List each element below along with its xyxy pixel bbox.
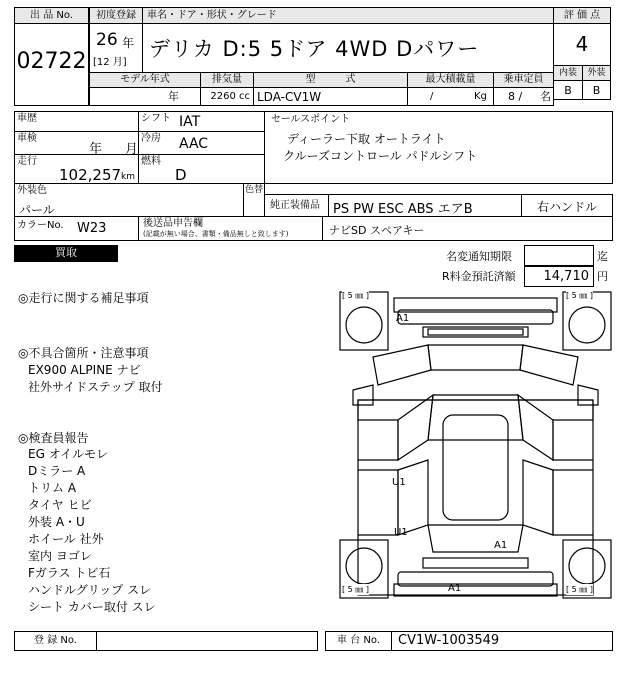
name-change-box xyxy=(524,245,594,266)
car-name: デリカ D:5 5ドア 4WD Dパワー xyxy=(149,37,480,61)
inspector-item: 室内 ヨゴレ xyxy=(28,549,92,563)
sales-point-2: クルーズコントロール パドルシフト xyxy=(283,149,478,163)
shift: IAT xyxy=(179,114,201,130)
model-year-label: モデル年式 xyxy=(120,74,170,85)
body-outline xyxy=(358,400,593,595)
rear-window xyxy=(428,525,523,552)
left-front-fender xyxy=(373,345,431,385)
car-name-cell xyxy=(142,23,554,73)
extra-items: ナビSD スペアキー xyxy=(329,224,425,237)
exterior-label: 外装 xyxy=(587,68,606,78)
left-door-front xyxy=(398,395,433,460)
damage-mark: A1 xyxy=(396,313,410,324)
mileage-label: 走行 xyxy=(17,156,37,167)
lot-no-label: 出 品 No. xyxy=(30,10,73,21)
right-mirror xyxy=(578,385,598,405)
max-load-value: / xyxy=(430,91,434,102)
left-mirror xyxy=(353,385,373,405)
color-change-cell xyxy=(243,183,265,217)
tire-label-rl: [ 5 ㎜ ] xyxy=(342,585,369,594)
reg-no-label: 登 録 No. xyxy=(34,635,77,646)
score-label: 評 価 点 xyxy=(563,10,601,21)
max-load-label: 最大積載量 xyxy=(425,74,476,85)
roof xyxy=(443,415,508,520)
chassis-no: CV1W-1003549 xyxy=(398,633,500,648)
color-no: W23 xyxy=(77,221,107,236)
score: 4 xyxy=(575,32,589,56)
windshield xyxy=(428,395,523,440)
defect-item: EX900 ALPINE ナビ xyxy=(28,363,141,377)
ac-cell xyxy=(138,131,265,155)
max-load-label-cell xyxy=(407,72,494,88)
lot-no-cell xyxy=(14,23,89,106)
ac-label: 冷房 xyxy=(141,133,161,144)
inspector-item: タイヤ ヒビ xyxy=(28,498,92,512)
shift-label: シフト xyxy=(141,113,171,124)
handle-cell xyxy=(521,194,613,217)
model-type-cell xyxy=(253,87,408,106)
car-name-label-cell xyxy=(142,7,554,24)
tire-front-left xyxy=(346,307,382,343)
name-change-unit: 迄 xyxy=(597,250,608,263)
capacity-value: 8 / xyxy=(508,90,523,103)
right-door-rear xyxy=(523,460,553,535)
damage-mark: U1 xyxy=(392,477,406,488)
ext-color-cell xyxy=(14,183,244,217)
max-load-unit: Kg xyxy=(474,91,487,102)
fuel-label: 燃料 xyxy=(141,156,161,167)
mileage: 102,257 xyxy=(59,166,122,184)
front-grille-inner xyxy=(428,329,523,335)
left-panel-1 xyxy=(358,400,398,460)
displacement-cell xyxy=(200,87,254,106)
recycle-box xyxy=(524,266,594,287)
displacement-label-cell xyxy=(200,72,254,88)
sales-point-1: ディーラー下取 オートライト xyxy=(287,132,446,146)
model-year-unit: 年 xyxy=(168,90,179,103)
model-year-label-cell xyxy=(89,72,201,88)
purchase-badge xyxy=(14,245,118,262)
damage-mark: A1 xyxy=(494,540,508,551)
score-label-cell xyxy=(553,7,611,24)
driving-notes-title: ◎走行に関する補足事項 xyxy=(18,291,149,305)
first-reg-year-unit: 年 xyxy=(122,36,135,50)
right-panel-2 xyxy=(553,470,593,535)
aftermarket-label: 後送品申告欄 xyxy=(143,218,203,229)
model-type-label: 型 式 xyxy=(305,74,356,85)
exterior-grade: B xyxy=(592,84,601,97)
tire-rear-right xyxy=(569,548,605,584)
left-door-rear xyxy=(398,460,428,535)
genuine-items: PS PW ESC ABS エアB xyxy=(333,202,473,217)
inspection-month-unit: 月 xyxy=(125,142,139,157)
model-type-label-cell xyxy=(253,72,408,88)
chassis-no-cell xyxy=(391,631,613,651)
car-diagram xyxy=(338,290,613,600)
interior-grade: B xyxy=(564,84,572,97)
genuine-label-cell xyxy=(264,194,329,217)
inspector-list xyxy=(28,446,156,616)
inspector-item: トリム A xyxy=(28,481,77,495)
recycle-unit: 円 xyxy=(597,270,608,283)
tire-label-fr: [ 5 ㎜ ] xyxy=(566,291,593,300)
right-door-front xyxy=(518,395,553,460)
capacity-cell xyxy=(493,87,554,106)
inspector-item: 外装 A・U xyxy=(28,515,85,529)
ac: AAC xyxy=(179,136,209,152)
lot-no: 02722 xyxy=(16,49,87,74)
defects-list xyxy=(28,362,163,396)
inspector-item: ホイール 社外 xyxy=(28,532,104,546)
first-reg-label-cell xyxy=(89,7,143,24)
genuine-items-cell xyxy=(328,194,522,217)
aftermarket-cell xyxy=(138,216,323,241)
car-outline xyxy=(338,290,613,600)
ext-color: パール xyxy=(19,203,55,217)
tire-label-rr: [ 5 ㎜ ] xyxy=(566,585,593,594)
exterior-label-cell xyxy=(582,65,611,81)
fuel: D xyxy=(175,166,187,184)
name-change-label: 名変通知期限 xyxy=(446,250,512,263)
damage-mark: U1 xyxy=(394,527,408,538)
purchase-label: 買取 xyxy=(55,246,77,259)
score-cell xyxy=(553,23,611,66)
reg-no-cell xyxy=(96,631,318,651)
lot-no-label-cell xyxy=(14,7,89,24)
inspector-item: ハンドルグリップ スレ xyxy=(28,583,152,597)
handle: 右ハンドル xyxy=(536,200,597,214)
history-label: 車歴 xyxy=(17,113,37,124)
color-no-label: カラーNo. xyxy=(17,220,64,231)
first-reg-label: 初度登録 xyxy=(96,10,136,21)
damage-mark: A1 xyxy=(448,583,462,594)
interior-label: 内装 xyxy=(558,68,577,78)
shift-cell xyxy=(138,111,265,132)
inspector-item: シート カバー取付 スレ xyxy=(28,600,156,614)
sales-point-cell xyxy=(264,111,613,184)
color-change-label: 色替 xyxy=(245,185,264,195)
inspector-item: Fガラス トビ石 xyxy=(28,566,111,580)
capacity-unit: 名 xyxy=(540,90,551,103)
mileage-unit: km xyxy=(121,172,135,182)
capacity-label: 乗車定員 xyxy=(503,74,544,85)
model-year-cell xyxy=(89,87,201,106)
history-cell xyxy=(14,111,139,132)
inspector-item: EG オイルモレ xyxy=(28,447,109,461)
recycle-label: R料金預託済額 xyxy=(442,270,516,283)
chassis-label-cell xyxy=(325,631,392,651)
inspector-item: Dミラー A xyxy=(28,464,86,478)
interior-grade-cell xyxy=(553,80,583,100)
first-reg-month: [12 月] xyxy=(93,57,127,68)
genuine-label: 純正装備品 xyxy=(270,200,320,211)
right-panel-1 xyxy=(553,400,593,460)
displacement: 2260 cc xyxy=(210,91,250,102)
first-reg-year: 26 xyxy=(96,30,118,50)
reg-no-label-cell xyxy=(14,631,97,651)
fuel-cell xyxy=(138,154,265,184)
inspection-year-unit: 年 xyxy=(89,142,103,157)
hood-top xyxy=(428,345,523,370)
max-load-cell xyxy=(407,87,494,106)
tire-label-fl: [ 5 ㎜ ] xyxy=(342,291,369,300)
interior-label-cell xyxy=(553,65,583,81)
inspector-title: ◎検査員報告 xyxy=(18,431,89,445)
capacity-label-cell xyxy=(493,72,554,88)
extra-items-cell xyxy=(322,216,613,241)
recycle-value: 14,710 xyxy=(543,269,589,284)
color-no-cell xyxy=(14,216,139,241)
tire-front-right xyxy=(569,307,605,343)
right-front-fender xyxy=(520,345,578,385)
first-reg-cell xyxy=(89,23,143,73)
exterior-grade-cell xyxy=(582,80,611,100)
ext-color-label: 外装色 xyxy=(17,185,47,196)
aftermarket-note: (記載が無い場合、書類・備品無しと致します) xyxy=(143,230,289,238)
defects-title: ◎不具合箇所・注意事項 xyxy=(18,346,149,360)
chassis-label: 車 台 No. xyxy=(337,635,380,646)
defect-item: 社外サイドステップ 取付 xyxy=(28,380,163,394)
inspection-cell xyxy=(14,131,139,155)
rear-garnish xyxy=(423,558,528,568)
mileage-cell xyxy=(14,154,139,184)
sales-point-label: セールスポイント xyxy=(271,114,351,125)
displacement-label: 排気量 xyxy=(212,74,242,85)
inspection-label: 車検 xyxy=(17,133,37,144)
car-name-label: 車名・ドア・形状・グレード xyxy=(147,10,277,21)
model-type: LDA-CV1W xyxy=(257,90,322,104)
tire-rear-left xyxy=(346,548,382,584)
